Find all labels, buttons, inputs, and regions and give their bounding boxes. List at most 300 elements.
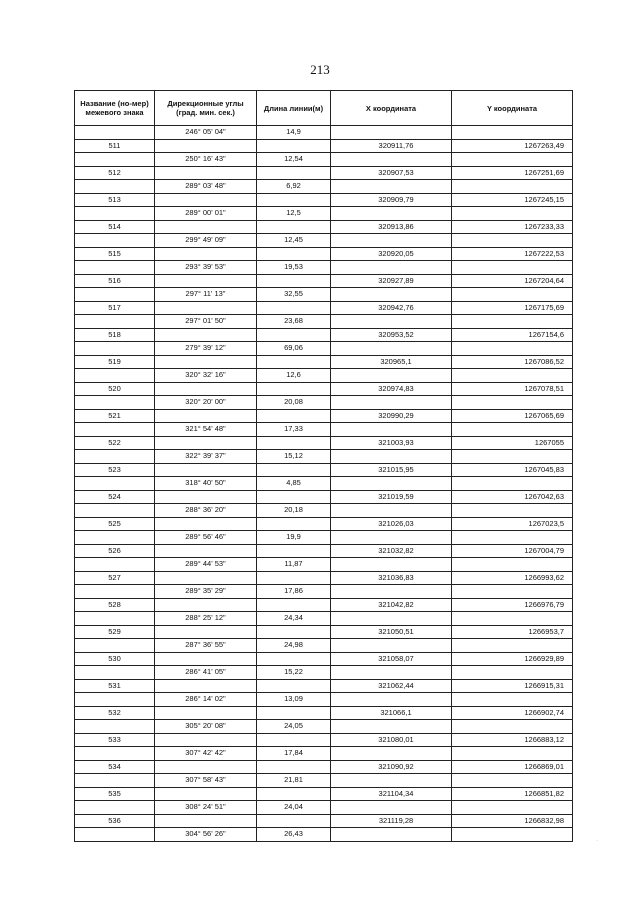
empty-cell (331, 747, 452, 761)
x-coordinate-cell: 321080,01 (331, 733, 452, 747)
direction-angle-cell: 299° 49' 09" (155, 234, 257, 248)
empty-cell (331, 720, 452, 734)
point-name-cell: 532 (75, 706, 155, 720)
direction-angle-cell: 320° 20' 00" (155, 396, 257, 410)
point-row (75, 301, 573, 315)
point-name-cell: 523 (75, 463, 155, 477)
empty-cell (155, 193, 257, 207)
empty-cell (155, 814, 257, 828)
direction-angle-cell: 304° 56' 26" (155, 828, 257, 842)
point-name-cell: 528 (75, 598, 155, 612)
empty-cell (452, 639, 573, 653)
y-coordinate-cell: 1267023,5 (452, 517, 573, 531)
line-length-cell: 24,05 (257, 720, 331, 734)
direction-angle-cell: 321° 54' 48" (155, 423, 257, 437)
empty-cell (257, 679, 331, 693)
empty-cell (257, 652, 331, 666)
empty-cell (75, 180, 155, 194)
x-coordinate-cell: 320942,76 (331, 301, 452, 315)
point-row (75, 193, 573, 207)
y-coordinate-cell: 1267175,69 (452, 301, 573, 315)
point-name-cell: 521 (75, 409, 155, 423)
segment-row (75, 396, 573, 410)
point-row (75, 166, 573, 180)
point-row (75, 625, 573, 639)
empty-cell (452, 828, 573, 842)
line-length-cell: 24,98 (257, 639, 331, 653)
line-length-cell: 23,68 (257, 315, 331, 329)
direction-angle-cell: 318° 40' 50" (155, 477, 257, 491)
y-coordinate-cell: 1267233,33 (452, 220, 573, 234)
x-coordinate-cell: 320965,1 (331, 355, 452, 369)
y-coordinate-cell: 1267065,69 (452, 409, 573, 423)
line-length-cell: 17,84 (257, 747, 331, 761)
direction-angle-cell: 305° 20' 08" (155, 720, 257, 734)
header-length: Длина линии(м) (257, 91, 331, 126)
point-row (75, 382, 573, 396)
line-length-cell: 32,55 (257, 288, 331, 302)
empty-cell (75, 153, 155, 167)
point-row (75, 220, 573, 234)
direction-angle-cell: 289° 03' 48" (155, 180, 257, 194)
empty-cell (75, 234, 155, 248)
empty-cell (155, 382, 257, 396)
point-row (75, 598, 573, 612)
line-length-cell: 11,87 (257, 558, 331, 572)
direction-angle-cell: 293° 39' 53" (155, 261, 257, 275)
direction-angle-cell: 246° 05' 04" (155, 126, 257, 140)
empty-cell (257, 733, 331, 747)
direction-angle-cell: 289° 35' 29" (155, 585, 257, 599)
empty-cell (452, 612, 573, 626)
y-coordinate-cell: 1267245,15 (452, 193, 573, 207)
point-row (75, 490, 573, 504)
direction-angle-cell: 307° 58' 43" (155, 774, 257, 788)
table-header-row (75, 91, 573, 126)
line-length-cell: 69,06 (257, 342, 331, 356)
empty-cell (155, 166, 257, 180)
empty-cell (155, 598, 257, 612)
line-length-cell: 12,5 (257, 207, 331, 221)
header-x: X координата (331, 91, 452, 126)
direction-angle-cell: 286° 14' 02" (155, 693, 257, 707)
empty-cell (75, 288, 155, 302)
empty-cell (75, 585, 155, 599)
empty-cell (75, 666, 155, 680)
x-coordinate-cell: 321119,28 (331, 814, 452, 828)
empty-cell (452, 423, 573, 437)
empty-cell (331, 801, 452, 815)
x-coordinate-cell: 321050,51 (331, 625, 452, 639)
empty-cell (452, 720, 573, 734)
empty-cell (75, 747, 155, 761)
y-coordinate-cell: 1267222,53 (452, 247, 573, 261)
point-row (75, 247, 573, 261)
empty-cell (331, 396, 452, 410)
empty-cell (331, 531, 452, 545)
x-coordinate-cell: 321015,95 (331, 463, 452, 477)
direction-angle-cell: 289° 44' 53" (155, 558, 257, 572)
segment-row (75, 234, 573, 248)
y-coordinate-cell: 1267154,6 (452, 328, 573, 342)
empty-cell (257, 463, 331, 477)
point-name-cell: 529 (75, 625, 155, 639)
segment-row (75, 423, 573, 437)
y-coordinate-cell: 1266915,31 (452, 679, 573, 693)
empty-cell (155, 139, 257, 153)
x-coordinate-cell: 321058,07 (331, 652, 452, 666)
x-coordinate-cell: 320909,79 (331, 193, 452, 207)
line-length-cell: 15,22 (257, 666, 331, 680)
empty-cell (452, 747, 573, 761)
segment-row (75, 639, 573, 653)
empty-cell (257, 436, 331, 450)
empty-cell (155, 625, 257, 639)
empty-cell (155, 274, 257, 288)
empty-cell (257, 247, 331, 261)
line-length-cell: 14,9 (257, 126, 331, 140)
empty-cell (75, 126, 155, 140)
segment-row (75, 450, 573, 464)
empty-cell (331, 639, 452, 653)
point-name-cell: 520 (75, 382, 155, 396)
empty-cell (75, 315, 155, 329)
x-coordinate-cell: 321003,93 (331, 436, 452, 450)
empty-cell (452, 666, 573, 680)
line-length-cell: 17,86 (257, 585, 331, 599)
direction-angle-cell: 288° 25' 12" (155, 612, 257, 626)
empty-cell (75, 423, 155, 437)
line-length-cell: 20,08 (257, 396, 331, 410)
y-coordinate-cell: 1267078,51 (452, 382, 573, 396)
segment-row (75, 612, 573, 626)
empty-cell (452, 315, 573, 329)
point-row (75, 733, 573, 747)
empty-cell (155, 247, 257, 261)
x-coordinate-cell: 320974,83 (331, 382, 452, 396)
empty-cell (75, 261, 155, 275)
empty-cell (75, 396, 155, 410)
segment-row (75, 774, 573, 788)
x-coordinate-cell: 321036,83 (331, 571, 452, 585)
line-length-cell: 17,33 (257, 423, 331, 437)
y-coordinate-cell: 1267004,79 (452, 544, 573, 558)
empty-cell (155, 571, 257, 585)
direction-angle-cell: 307° 42' 42" (155, 747, 257, 761)
empty-cell (75, 612, 155, 626)
empty-cell (331, 315, 452, 329)
point-name-cell: 530 (75, 652, 155, 666)
point-name-cell: 526 (75, 544, 155, 558)
direction-angle-cell: 297° 11' 13" (155, 288, 257, 302)
empty-cell (331, 369, 452, 383)
empty-cell (257, 409, 331, 423)
line-length-cell: 12,6 (257, 369, 331, 383)
empty-cell (75, 558, 155, 572)
direction-angle-cell: 308° 24' 51" (155, 801, 257, 815)
empty-cell (155, 652, 257, 666)
point-name-cell: 531 (75, 679, 155, 693)
point-row (75, 409, 573, 423)
empty-cell (75, 207, 155, 221)
y-coordinate-cell: 1266832,98 (452, 814, 573, 828)
x-coordinate-cell: 321062,44 (331, 679, 452, 693)
point-row (75, 679, 573, 693)
empty-cell (331, 261, 452, 275)
segment-row (75, 180, 573, 194)
point-name-cell: 518 (75, 328, 155, 342)
segment-row (75, 801, 573, 815)
empty-cell (155, 409, 257, 423)
empty-cell (155, 544, 257, 558)
segment-row (75, 720, 573, 734)
empty-cell (75, 774, 155, 788)
y-coordinate-cell: 1266976,79 (452, 598, 573, 612)
point-name-cell: 515 (75, 247, 155, 261)
point-name-cell: 524 (75, 490, 155, 504)
empty-cell (257, 598, 331, 612)
empty-cell (452, 774, 573, 788)
page-corner-mark: · (596, 838, 598, 844)
empty-cell (331, 423, 452, 437)
x-coordinate-cell: 320920,05 (331, 247, 452, 261)
empty-cell (155, 355, 257, 369)
empty-cell (331, 612, 452, 626)
line-length-cell: 19,9 (257, 531, 331, 545)
empty-cell (452, 126, 573, 140)
line-length-cell: 13,09 (257, 693, 331, 707)
x-coordinate-cell: 320913,86 (331, 220, 452, 234)
empty-cell (75, 477, 155, 491)
line-length-cell: 6,92 (257, 180, 331, 194)
x-coordinate-cell: 321090,92 (331, 760, 452, 774)
empty-cell (452, 585, 573, 599)
point-name-cell: 519 (75, 355, 155, 369)
empty-cell (257, 274, 331, 288)
point-name-cell: 535 (75, 787, 155, 801)
empty-cell (452, 180, 573, 194)
empty-cell (257, 760, 331, 774)
empty-cell (155, 787, 257, 801)
empty-cell (257, 625, 331, 639)
line-length-cell: 12,45 (257, 234, 331, 248)
y-coordinate-cell: 1266883,12 (452, 733, 573, 747)
empty-cell (257, 814, 331, 828)
empty-cell (155, 463, 257, 477)
point-row (75, 706, 573, 720)
empty-cell (75, 504, 155, 518)
direction-angle-cell: 297° 01' 50" (155, 315, 257, 329)
x-coordinate-cell: 320927,89 (331, 274, 452, 288)
x-coordinate-cell: 321066,1 (331, 706, 452, 720)
x-coordinate-cell: 321026,03 (331, 517, 452, 531)
segment-row (75, 369, 573, 383)
table-body (75, 126, 573, 842)
direction-angle-cell: 289° 56' 46" (155, 531, 257, 545)
empty-cell (452, 288, 573, 302)
segment-row (75, 666, 573, 680)
empty-cell (75, 342, 155, 356)
y-coordinate-cell: 1267055 (452, 436, 573, 450)
empty-cell (155, 328, 257, 342)
empty-cell (257, 706, 331, 720)
segment-row (75, 342, 573, 356)
point-row (75, 328, 573, 342)
empty-cell (452, 207, 573, 221)
point-row (75, 652, 573, 666)
page-number: 213 (310, 62, 330, 77)
point-name-cell: 533 (75, 733, 155, 747)
empty-cell (331, 450, 452, 464)
point-name-cell: 514 (75, 220, 155, 234)
empty-cell (257, 517, 331, 531)
empty-cell (331, 153, 452, 167)
point-row (75, 463, 573, 477)
empty-cell (331, 207, 452, 221)
empty-cell (75, 450, 155, 464)
empty-cell (75, 693, 155, 707)
y-coordinate-cell: 1266993,62 (452, 571, 573, 585)
point-row (75, 814, 573, 828)
x-coordinate-cell: 321032,82 (331, 544, 452, 558)
empty-cell (331, 585, 452, 599)
point-name-cell: 534 (75, 760, 155, 774)
empty-cell (452, 234, 573, 248)
y-coordinate-cell: 1266929,89 (452, 652, 573, 666)
point-row (75, 544, 573, 558)
line-length-cell: 12,54 (257, 153, 331, 167)
empty-cell (257, 301, 331, 315)
empty-cell (257, 166, 331, 180)
segment-row (75, 261, 573, 275)
empty-cell (331, 828, 452, 842)
point-row (75, 436, 573, 450)
direction-angle-cell: 286° 41' 05" (155, 666, 257, 680)
line-length-cell: 24,34 (257, 612, 331, 626)
point-name-cell: 516 (75, 274, 155, 288)
empty-cell (331, 342, 452, 356)
direction-angle-cell: 288° 36' 20" (155, 504, 257, 518)
point-name-cell: 512 (75, 166, 155, 180)
line-length-cell: 19,53 (257, 261, 331, 275)
point-row (75, 274, 573, 288)
point-name-cell: 517 (75, 301, 155, 315)
empty-cell (257, 193, 331, 207)
y-coordinate-cell: 1267251,69 (452, 166, 573, 180)
x-coordinate-cell: 321019,59 (331, 490, 452, 504)
y-coordinate-cell: 1267263,49 (452, 139, 573, 153)
segment-row (75, 207, 573, 221)
point-name-cell: 511 (75, 139, 155, 153)
empty-cell (75, 639, 155, 653)
header-y: Y координата (452, 91, 573, 126)
y-coordinate-cell: 1267045,83 (452, 463, 573, 477)
point-row (75, 571, 573, 585)
empty-cell (331, 126, 452, 140)
point-row (75, 760, 573, 774)
segment-row (75, 126, 573, 140)
empty-cell (452, 153, 573, 167)
segment-row (75, 558, 573, 572)
y-coordinate-cell: 1266851,82 (452, 787, 573, 801)
empty-cell (331, 504, 452, 518)
empty-cell (452, 396, 573, 410)
direction-angle-cell: 322° 39' 37" (155, 450, 257, 464)
direction-angle-cell: 250° 16' 43" (155, 153, 257, 167)
empty-cell (155, 220, 257, 234)
empty-cell (155, 760, 257, 774)
empty-cell (257, 382, 331, 396)
empty-cell (75, 720, 155, 734)
point-name-cell: 527 (75, 571, 155, 585)
empty-cell (257, 328, 331, 342)
direction-angle-cell: 320° 32' 16" (155, 369, 257, 383)
point-row (75, 787, 573, 801)
empty-cell (452, 504, 573, 518)
direction-angle-cell: 289° 00' 01" (155, 207, 257, 221)
segment-row (75, 828, 573, 842)
empty-cell (331, 234, 452, 248)
header-angle: Дирекционные углы (град. мин. сек.) (155, 91, 257, 126)
empty-cell (257, 571, 331, 585)
empty-cell (452, 261, 573, 275)
y-coordinate-cell: 1266953,7 (452, 625, 573, 639)
segment-row (75, 288, 573, 302)
line-length-cell: 20,18 (257, 504, 331, 518)
x-coordinate-cell: 321104,34 (331, 787, 452, 801)
line-length-cell: 21,81 (257, 774, 331, 788)
segment-row (75, 585, 573, 599)
x-coordinate-cell: 320990,29 (331, 409, 452, 423)
empty-cell (257, 544, 331, 558)
segment-row (75, 531, 573, 545)
segment-row (75, 747, 573, 761)
x-coordinate-cell: 320911,76 (331, 139, 452, 153)
point-name-cell: 536 (75, 814, 155, 828)
point-row (75, 355, 573, 369)
empty-cell (452, 558, 573, 572)
y-coordinate-cell: 1266869,01 (452, 760, 573, 774)
empty-cell (452, 477, 573, 491)
segment-row (75, 693, 573, 707)
line-length-cell: 15,12 (257, 450, 331, 464)
empty-cell (155, 679, 257, 693)
empty-cell (155, 490, 257, 504)
point-name-cell: 525 (75, 517, 155, 531)
segment-row (75, 477, 573, 491)
empty-cell (452, 342, 573, 356)
y-coordinate-cell: 1267086,52 (452, 355, 573, 369)
point-row (75, 139, 573, 153)
empty-cell (257, 490, 331, 504)
point-row (75, 517, 573, 531)
empty-cell (331, 477, 452, 491)
empty-cell (155, 301, 257, 315)
line-length-cell: 4,85 (257, 477, 331, 491)
direction-angle-cell: 287° 36' 55" (155, 639, 257, 653)
empty-cell (155, 517, 257, 531)
line-length-cell: 26,43 (257, 828, 331, 842)
segment-row (75, 153, 573, 167)
empty-cell (452, 531, 573, 545)
y-coordinate-cell: 1267042,63 (452, 490, 573, 504)
empty-cell (257, 787, 331, 801)
empty-cell (155, 436, 257, 450)
empty-cell (331, 666, 452, 680)
y-coordinate-cell: 1267204,64 (452, 274, 573, 288)
empty-cell (452, 369, 573, 383)
empty-cell (75, 828, 155, 842)
